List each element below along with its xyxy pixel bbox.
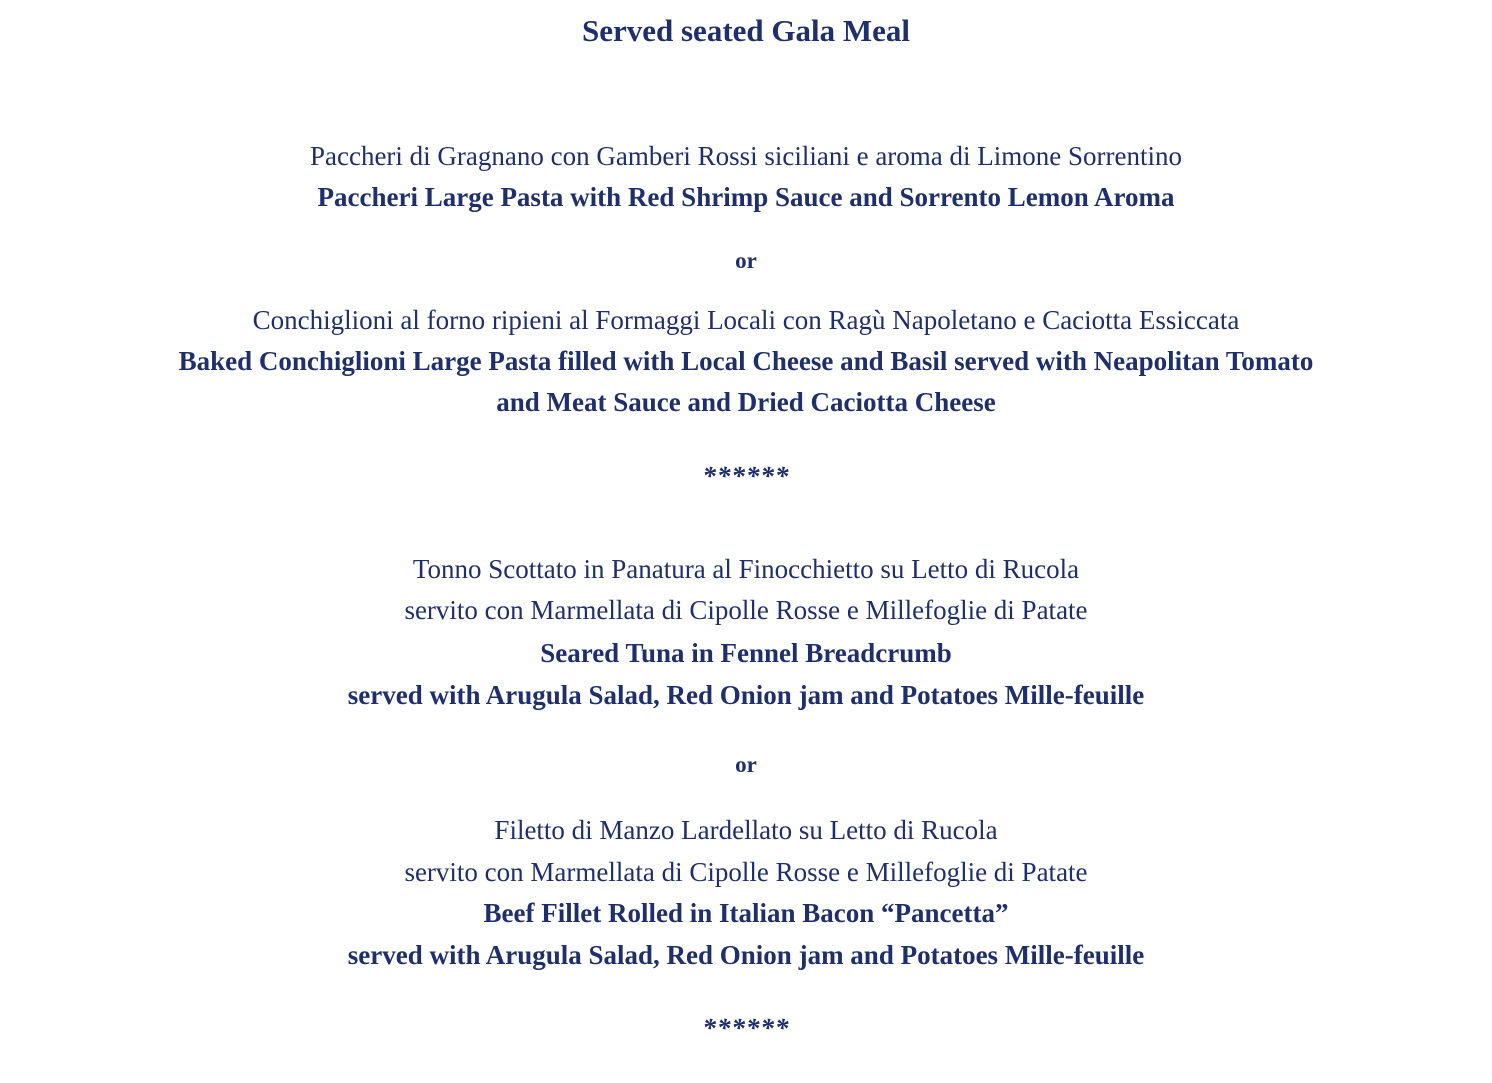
course2-option2-english-line2: served with Arugula Salad, Red Onion jam and Potatoes Mille-feuille (347, 940, 1145, 970)
menu-title: Served seated Gala Meal (581, 13, 910, 48)
course2-option1-english-line2: served with Arugula Salad, Red Onion jam and Potatoes Mille-feuille (347, 680, 1145, 710)
course1-option1-italian: Paccheri di Gragnano con Gamberi Rossi siciliani e aroma di Limone Sorrentino (309, 141, 1182, 171)
course1-option1-english: Paccheri Large Pasta with Red Shrimp Sauce and Sorrento Lemon Aroma (317, 182, 1175, 212)
course2-option1-italian-line2: servito con Marmellata di Cipolle Rosse e Millefoglie di Patate (404, 595, 1088, 625)
course1-option2-english-line1: Baked Conchiglioni Large Pasta filled with Local Cheese and Basil served with Neapolitan Tomato (178, 346, 1314, 376)
course-separator-2: ****** (702, 1013, 790, 1043)
course-separator-1: ****** (702, 461, 790, 491)
course2-option2-italian-line1: Filetto di Manzo Lardellato su Letto di Rucola (494, 815, 998, 845)
course2-option1-italian-line1: Tonno Scottato in Panatura al Finocchietto su Letto di Rucola (412, 554, 1080, 584)
course2-option1-english-line1: Seared Tuna in Fennel Breadcrumb (540, 638, 952, 668)
course1-or-label: or (735, 248, 757, 273)
course2-or-label: or (735, 752, 757, 777)
course2-option2-italian-line2: servito con Marmellata di Cipolle Rosse e Millefoglie di Patate (404, 857, 1088, 887)
course1-option2-english-line2: and Meat Sauce and Dried Caciotta Cheese (496, 387, 996, 417)
course1-option2-italian: Conchiglioni al forno ripieni al Formaggi Locali con Ragù Napoletano e Caciotta Essiccata (252, 305, 1240, 335)
course2-option2-english-line1: Beef Fillet Rolled in Italian Bacon “Pancetta” (483, 898, 1009, 928)
